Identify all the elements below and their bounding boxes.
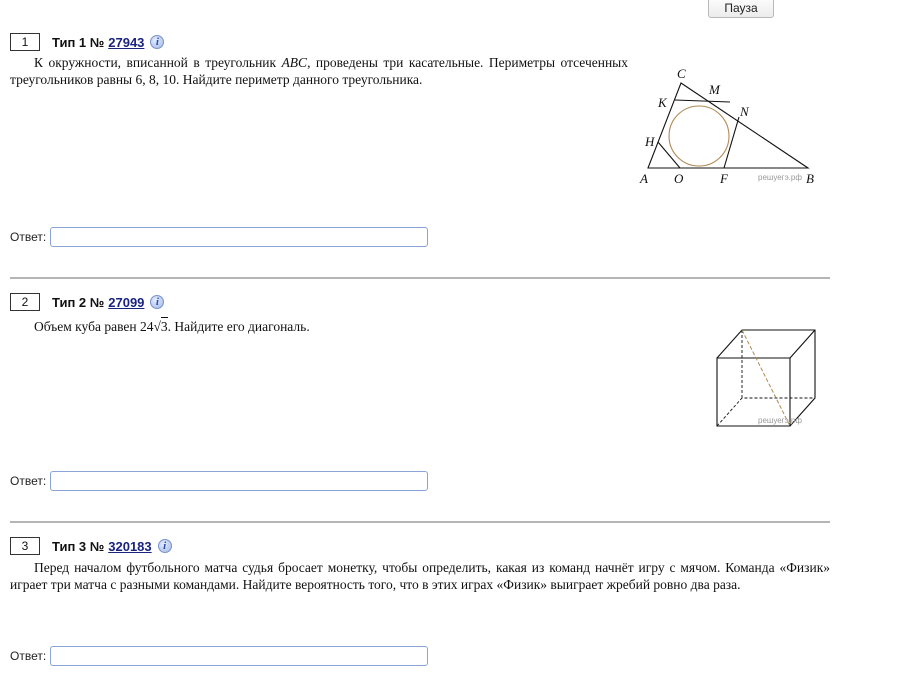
info-icon[interactable]: i — [158, 539, 172, 553]
task-header — [10, 32, 164, 52]
label-h: H — [645, 134, 655, 149]
pause-button[interactable]: Пауза — [708, 0, 774, 18]
task-text: К окружности, вписанной в треугольник ABC, проведены три касательные. Периметры отсеченных треугольников равны 6, 8, 10. Найдите периметр данного треугольника. — [10, 55, 628, 87]
answer-row — [10, 646, 428, 666]
task-type-label: Тип 3 № — [52, 538, 105, 554]
label-b: B — [806, 171, 814, 186]
watermark: решуегэ.рф — [758, 173, 802, 182]
task-id-link[interactable]: 27943 — [108, 34, 145, 50]
info-icon[interactable]: i — [150, 35, 164, 49]
watermark: решуегэ.рф — [758, 416, 802, 425]
label-a: A — [640, 171, 648, 186]
task-id-link[interactable]: 27099 — [108, 294, 145, 310]
divider — [10, 521, 830, 523]
answer-input[interactable] — [50, 646, 428, 666]
cube-figure — [712, 324, 822, 430]
label-n: N — [740, 104, 749, 119]
task-text: Перед началом футбольного матча судья бросает монетку, чтобы определить, какая из команд начнёт игру с мячом. Команда «Физик» играет три матча с разными командами. Найдите вероятность того, что в этих играх «Физик» выиграет жребий ровно два раза. — [10, 560, 830, 592]
answer-label: Ответ: — [10, 474, 47, 488]
inscribed-circle — [669, 106, 729, 166]
answer-input[interactable] — [50, 471, 428, 491]
cube-edge — [790, 330, 815, 358]
tangent-km — [675, 100, 730, 102]
task-type-label: Тип 2 № — [52, 294, 105, 310]
label-o: O — [674, 171, 684, 186]
answer-label: Ответ: — [10, 649, 47, 663]
task-header — [10, 292, 164, 312]
task-id-link[interactable]: 320183 — [108, 538, 152, 554]
label-f: F — [720, 171, 728, 186]
answer-input[interactable] — [50, 227, 428, 247]
tangent-ho — [658, 142, 680, 168]
answer-row — [10, 227, 428, 247]
answer-label: Ответ: — [10, 230, 47, 244]
answer-row — [10, 471, 428, 491]
label-k: K — [658, 95, 667, 110]
task-type-label: Тип 1 № — [52, 34, 105, 50]
divider — [10, 277, 830, 279]
task-text: Объем куба равен 24√3. Найдите его диагональ. — [34, 319, 310, 334]
task-header — [10, 536, 172, 556]
task-number: 1 — [10, 33, 40, 51]
triangle-figure — [636, 64, 826, 189]
label-m: M — [709, 82, 720, 97]
cube-diagonal — [742, 330, 790, 426]
label-c: C — [677, 66, 686, 81]
info-icon[interactable]: i — [150, 295, 164, 309]
task-number: 2 — [10, 293, 40, 311]
sqrt-sign: √ — [153, 319, 161, 334]
task-number: 3 — [10, 537, 40, 555]
cube-back-edges — [717, 330, 815, 426]
